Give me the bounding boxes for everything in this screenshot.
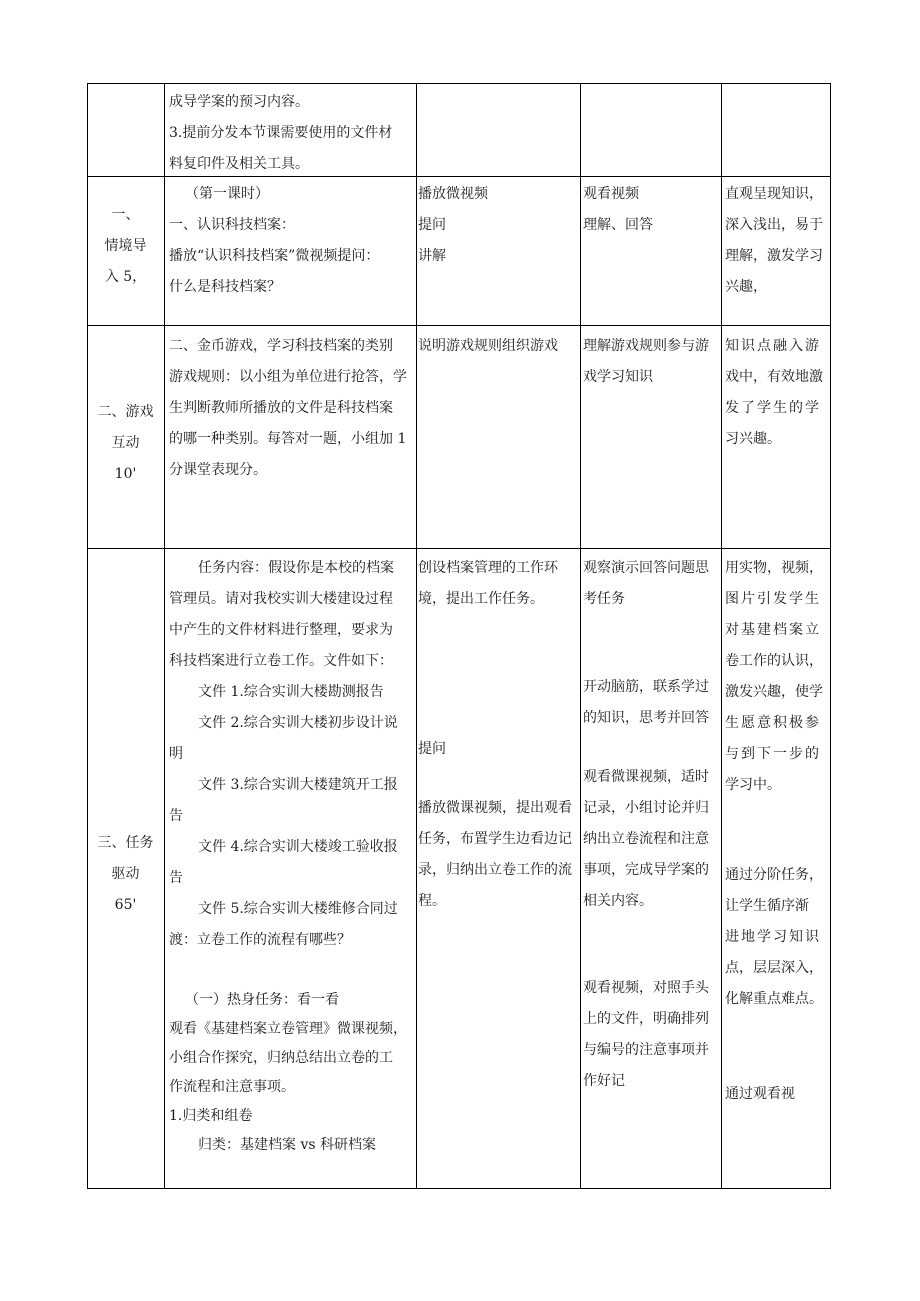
row-divider <box>87 325 831 326</box>
design-intent-line: 进地学习知识 <box>725 929 821 945</box>
teacher-activity-line: 程。 <box>418 893 446 909</box>
student-activity-line: 事项，完成导学案的 <box>583 862 709 878</box>
design-intent-line: 图片引发学生 <box>725 591 821 607</box>
design-intent-line: 用实物，视频， <box>725 560 823 576</box>
student-activity-line: 观看微课视频，适时 <box>583 769 709 785</box>
content-line: 观看《基建档案立卷管理》微课视频， <box>169 1021 407 1037</box>
content-line: 生判断教师所播放的文件是科技档案 <box>169 400 393 416</box>
design-intent-line: 理解，激发学习 <box>725 248 823 264</box>
stage-label: 二、游戏 <box>97 404 154 420</box>
design-intent-line: 直观呈现知识， <box>725 186 823 202</box>
design-intent-line: 化解重点难点。 <box>725 991 823 1007</box>
content-line: 二、金币游戏，学习科技档案的类别 <box>169 338 393 354</box>
design-intent-line: 发了学生的学 <box>725 400 821 416</box>
design-intent-line: 戏中，有效地激 <box>725 369 823 385</box>
content-line: 管理员。请对我校实训大楼建设过程 <box>169 591 393 607</box>
content-line: 游戏规则：以小组为单位进行抢答，学 <box>169 369 407 385</box>
content-line: 文件 4.综合实训大楼竣工验收报 <box>198 839 398 855</box>
design-intent-line: 深入浅出，易于 <box>725 217 823 233</box>
content-line: 渡：立卷工作的流程有哪些？ <box>169 932 351 948</box>
content-line: 科技档案进行立卷工作。文件如下： <box>169 653 393 669</box>
design-intent-line: 习兴趣。 <box>725 431 781 447</box>
content-line: 播放“认识科技档案”微视频提问： <box>169 248 380 264</box>
design-intent-line: 学习中。 <box>725 777 781 793</box>
design-intent-line: 点，层层深入， <box>725 960 823 976</box>
content-line: 1.归类和组卷 <box>169 1108 253 1124</box>
student-activity-line: 观看视频，对照手头 <box>583 980 709 996</box>
student-activity-line: 上的文件，明确排列 <box>583 1011 709 1027</box>
column-divider <box>416 83 417 1189</box>
content-line: 什么是科技档案？ <box>169 279 281 295</box>
design-intent-line: 卷工作的认识， <box>725 653 823 669</box>
row-divider <box>87 548 831 549</box>
teacher-activity-line: 播放微课视频，提出观看 <box>418 800 572 816</box>
content-line: 中产生的文件材料进行整理，要求为 <box>169 622 393 638</box>
content-line: 任务内容：假设你是本校的档案 <box>198 560 394 576</box>
stage-label: 入 5， <box>104 269 147 285</box>
student-activity-line: 理解、回答 <box>583 217 653 233</box>
column-divider <box>580 83 581 1189</box>
design-intent-line: 让学生循序渐 <box>725 898 809 914</box>
design-intent-line: 知识点融入游 <box>725 338 821 354</box>
stage-label: 三、任务 <box>97 835 154 851</box>
design-intent-line: 激发兴趣，使学 <box>725 684 823 700</box>
student-activity-line: 作好记 <box>583 1073 625 1089</box>
content-line: 一、认识科技档案： <box>169 217 295 233</box>
content-line: 作流程和注意事项。 <box>169 1079 295 1095</box>
table-border-top <box>87 83 831 84</box>
teacher-activity-line: 境，提出工作任务。 <box>418 591 544 607</box>
teacher-activity-line: 提问 <box>418 741 446 757</box>
teacher-activity-line: 播放微视频 <box>418 186 488 202</box>
content-line: 文件 5.综合实训大楼维修合同过 <box>198 901 398 917</box>
table-border-bottom <box>87 1188 831 1189</box>
stage-label: 10' <box>114 466 137 482</box>
content-line: 文件 3.综合实训大楼建筑开工报 <box>198 777 398 793</box>
student-activity-line: 观察演示回答问题思 <box>583 560 709 576</box>
content-line: 分课堂表现分。 <box>169 462 267 478</box>
content-line: （一）热身任务：看一看 <box>185 992 339 1008</box>
content-line: 告 <box>169 808 183 824</box>
teacher-activity-line: 说明游戏规则组织游戏 <box>418 338 558 354</box>
design-intent-line: 对基建档案立 <box>725 622 821 638</box>
content-line: 明 <box>169 746 183 762</box>
student-activity-line: 相关内容。 <box>583 893 653 909</box>
design-intent-line: 生愿意积极参 <box>725 715 821 731</box>
content-line: （第一课时） <box>185 186 269 202</box>
student-activity-line: 记录，小组讨论并归 <box>583 800 709 816</box>
design-intent-line: 兴趣， <box>725 279 767 295</box>
teacher-activity-line: 提问 <box>418 217 446 233</box>
stage-label: 情境导 <box>104 238 147 254</box>
stage-label: 互动 <box>111 435 140 451</box>
student-activity-line: 理解游戏规则参与游 <box>583 338 709 354</box>
design-intent-line: 通过观看视 <box>725 1086 795 1102</box>
content-line: 3.提前分发本节课需要使用的文件材 <box>169 125 393 141</box>
design-intent-line: 通过分阶任务， <box>725 867 823 883</box>
student-activity-line: 戏学习知识 <box>583 369 653 385</box>
teacher-activity-line: 任务，布置学生边看边记 <box>418 831 572 847</box>
content-line: 成导学案的预习内容。 <box>169 94 309 110</box>
teacher-activity-line: 讲解 <box>418 248 446 264</box>
stage-label: 驱动 <box>111 866 140 882</box>
column-divider <box>164 83 165 1189</box>
student-activity-line: 观看视频 <box>583 186 639 202</box>
stage-label: 65' <box>114 897 137 913</box>
lesson-plan-table <box>87 83 831 1189</box>
student-activity-line: 纳出立卷流程和注意 <box>583 831 709 847</box>
design-intent-line: 与到下一步的 <box>725 746 821 762</box>
row-divider <box>87 176 831 177</box>
content-line: 的哪一种类别。每答对一题，小组加 1 <box>169 431 407 447</box>
teacher-activity-line: 录，归纳出立卷工作的流 <box>418 862 572 878</box>
column-divider <box>721 83 722 1189</box>
content-line: 文件 2.综合实训大楼初步设计说 <box>198 715 398 731</box>
content-line: 小组合作探究，归纳总结出立卷的工 <box>169 1050 393 1066</box>
student-activity-line: 开动脑筋，联系学过 <box>583 679 709 695</box>
content-line: 告 <box>169 870 183 886</box>
student-activity-line: 的知识，思考并回答 <box>583 710 709 726</box>
table-border-right <box>830 83 831 1189</box>
content-line: 文件 1.综合实训大楼勘测报告 <box>198 684 384 700</box>
student-activity-line: 考任务 <box>583 591 625 607</box>
content-line: 归类：基建档案 vs 科研档案 <box>198 1137 376 1153</box>
student-activity-line: 与编号的注意事项并 <box>583 1042 709 1058</box>
content-line: 料复印件及相关工具。 <box>169 156 309 172</box>
teacher-activity-line: 创设档案管理的工作环 <box>418 560 558 576</box>
stage-label: 一、 <box>111 207 140 223</box>
